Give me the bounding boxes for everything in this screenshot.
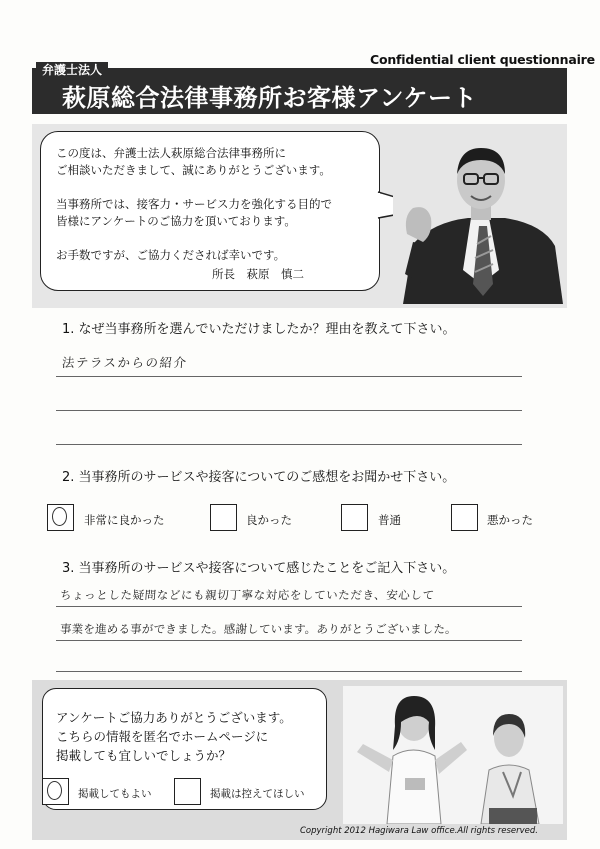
option-average-label: 普通 bbox=[378, 513, 401, 527]
checkbox-bad[interactable] bbox=[451, 504, 478, 531]
answer-line bbox=[56, 640, 522, 641]
consent-no-label: 掲載は控えてほしい bbox=[210, 788, 305, 800]
option-good-label: 良かった bbox=[246, 513, 292, 527]
question-2-text: 2. 当事務所のサービスや接客についてのご感想をお聞かせ下さい。 bbox=[62, 470, 456, 485]
answer-line bbox=[56, 606, 522, 607]
option-bad-label: 悪かった bbox=[487, 513, 533, 527]
answer-line bbox=[56, 444, 522, 445]
copyright-text: Copyright 2012 Hagiwara Law office.All rights reserved. bbox=[300, 826, 538, 836]
intro-text-line: お手数ですが、ご協力くだされば幸いです。 bbox=[56, 248, 286, 262]
question-1-answer: 法テラスからの紹介 bbox=[61, 355, 189, 370]
selected-circle-mark bbox=[47, 781, 62, 800]
director-signature: 所長 萩原 慎二 bbox=[212, 267, 304, 281]
firm-type-label: 弁護士法人 bbox=[36, 62, 108, 79]
intro-text-line: この度は、弁護士法人萩原総合法律事務所に bbox=[56, 146, 286, 160]
selected-circle-mark bbox=[52, 507, 67, 526]
answer-line bbox=[56, 376, 522, 377]
staff-photo bbox=[343, 686, 563, 824]
page-title: 萩原総合法律事務所お客様アンケート bbox=[62, 84, 478, 112]
consent-text-line: 掲載しても宜しいでしょうか？ bbox=[56, 748, 232, 763]
checkbox-average[interactable] bbox=[341, 504, 368, 531]
answer-line bbox=[56, 410, 522, 411]
checkbox-consent-yes[interactable] bbox=[42, 778, 69, 805]
intro-text-line: 当事務所では、接客力・サービス力を強化する目的で bbox=[56, 197, 332, 211]
intro-text-line: 皆様にアンケートのご協力を頂いております。 bbox=[56, 214, 296, 228]
confidential-label: Confidential client questionnaire bbox=[370, 52, 595, 67]
question-3-answer-line: ちょっとした疑問などにも親切丁寧な対応をしていただき、安心して bbox=[59, 588, 436, 602]
consent-text-line: こちらの情報を匿名でホームページに bbox=[56, 729, 269, 744]
question-3-answer-line: 事業を進める事ができました。感謝しています。ありがとうございました。 bbox=[59, 622, 458, 636]
checkbox-good[interactable] bbox=[210, 504, 237, 531]
intro-text-line: ご相談いただきまして、誠にありがとうございます。 bbox=[56, 163, 331, 177]
question-3-text: 3. 当事務所のサービスや接客について感じたことをご記入下さい。 bbox=[62, 561, 456, 576]
director-photo bbox=[393, 134, 563, 304]
option-very-good-label: 非常に良かった bbox=[84, 513, 165, 527]
consent-yes-label: 掲載してもよい bbox=[78, 788, 152, 800]
checkbox-very-good[interactable] bbox=[47, 504, 74, 531]
answer-line bbox=[56, 671, 522, 672]
consent-text-line: アンケートご協力ありがとうございます。 bbox=[56, 710, 292, 725]
checkbox-consent-no[interactable] bbox=[174, 778, 201, 805]
question-1-text: 1. なぜ当事務所を選んでいただけましたか？理由を教えて下さい。 bbox=[62, 322, 456, 337]
